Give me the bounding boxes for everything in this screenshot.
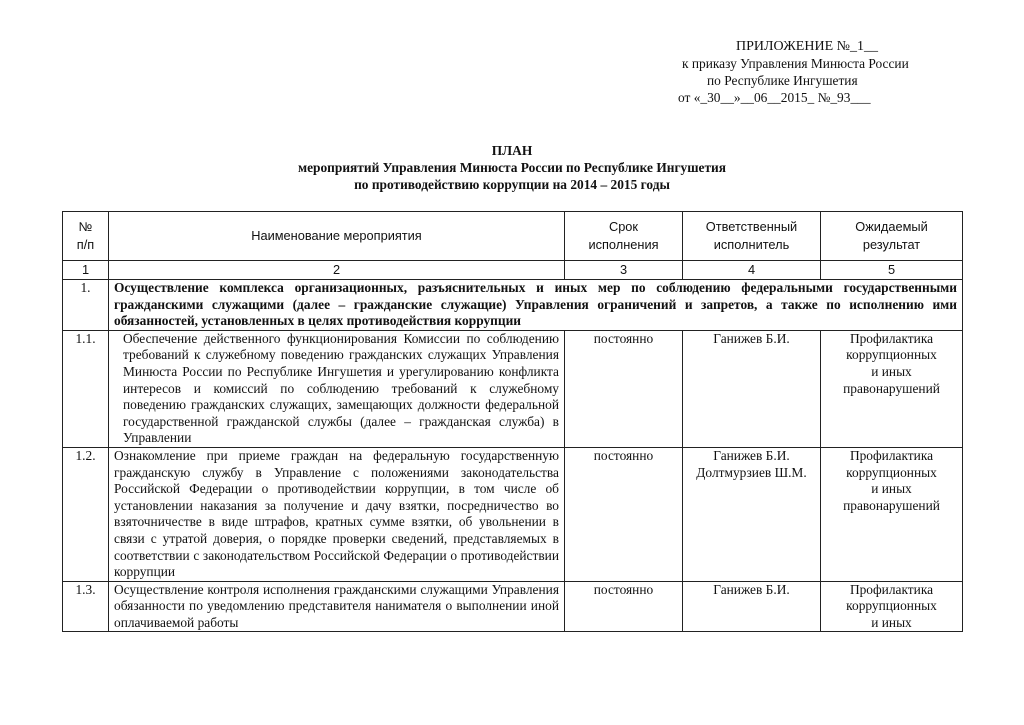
section-row: [63, 280, 963, 331]
plan-table: [62, 211, 963, 632]
appendix-title: ПРИЛОЖЕНИЕ №_1__: [736, 39, 878, 54]
plan-subtitle-2: по противодействию коррупции на 2014 – 2015 годы: [354, 177, 670, 192]
plan-heading: [0, 142, 1024, 193]
header-result: Ожидаемый результат: [821, 212, 963, 261]
row-result: Профилактика коррупционных и иных правонарушений: [821, 447, 963, 581]
row-result: Профилактика коррупционных и иных: [821, 581, 963, 632]
row-responsible: Ганижев Б.И.: [683, 581, 821, 632]
appendix-date-number: от «_30__»__06__2015_ №_93___: [678, 90, 871, 105]
row-term: постоянно: [565, 447, 683, 581]
row-result: Профилактика коррупционных и иных правонарушений: [821, 330, 963, 447]
column-number: 4: [683, 261, 821, 280]
plan-subtitle-1: мероприятий Управления Минюста России по Республике Ингушетия: [297, 160, 727, 175]
section-text: Осуществление комплекса организационных, разъяснительных и иных мер по соблюдению федеральными государственными гражданскими служащими (далее – гражданские служащие) Управления ограничений и запретов, а также по исполнению ими обязанностей, установленных в целях противодействия коррупции: [109, 280, 963, 331]
row-term: постоянно: [565, 330, 683, 447]
table-row: [63, 330, 963, 447]
row-description: Ознакомление при приеме граждан на федеральную государственную гражданскую службу в Управление с положениями законодательства Российской Федерации о противодействии коррупции, в том числе об установлении наказания за получение и дачу взятки, посредничество во взяточничестве в виде штрафов, кратных сумме взятки, об увольнении в связи с утратой доверия, о порядке проверки сведений, представляемых в соответствии с законодательством Российской Федерации о противодействии коррупции: [109, 447, 565, 581]
column-number-row: [63, 261, 963, 280]
plan-title: ПЛАН: [491, 143, 533, 158]
section-number: 1.: [63, 280, 109, 331]
appendix-block: [672, 38, 972, 106]
row-number: 1.3.: [63, 581, 109, 632]
row-term: постоянно: [565, 581, 683, 632]
header-term: Срок исполнения: [565, 212, 683, 261]
row-description: Обеспечение действенного функционирования Комиссии по соблюдению требований к служебному поведению гражданских служащих Управления Минюста России по Республике Ингушетия и урегулированию конфликта интересов и комиссий по соблюдению требований к служебному поведению гражданских служащих, замещающих должности федеральной государственной гражданской службы (далее – гражданская служба) в Управлении: [109, 330, 565, 447]
appendix-order-ref: к приказу Управления Минюста России: [682, 56, 909, 71]
row-responsible: Ганижев Б.И. Долтмурзиев Ш.М.: [683, 447, 821, 581]
table-header-row: [63, 212, 963, 261]
header-name: Наименование мероприятия: [109, 212, 565, 261]
column-number: 1: [63, 261, 109, 280]
table-row: [63, 447, 963, 581]
column-number: 3: [565, 261, 683, 280]
row-responsible: Ганижев Б.И.: [683, 330, 821, 447]
table-row: [63, 581, 963, 632]
header-num: № п/п: [63, 212, 109, 261]
row-number: 1.2.: [63, 447, 109, 581]
row-number: 1.1.: [63, 330, 109, 447]
row-description: Осуществление контроля исполнения гражданскими служащими Управления обязанности по уведомлению представителя нанимателя о выполнении иной оплачиваемой работы: [109, 581, 565, 632]
column-number: 2: [109, 261, 565, 280]
header-responsible: Ответственный исполнитель: [683, 212, 821, 261]
appendix-region: по Республике Ингушетия: [707, 73, 858, 88]
column-number: 5: [821, 261, 963, 280]
